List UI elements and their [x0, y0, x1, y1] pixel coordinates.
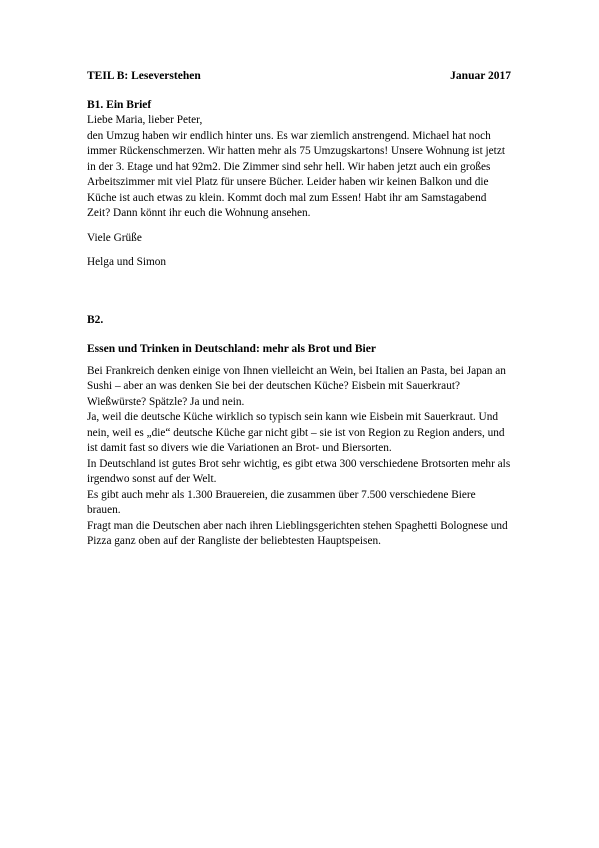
b2-paragraph: Bei Frankreich denken einige von Ihnen vielleicht an Wein, bei Italien an Pasta, bei Japan an Sushi – aber an was denken Sie bei der deutschen Küche? Eisbein mit Sauerkraut? Wießwürste? Spätzle? Ja und nein.: [87, 364, 506, 408]
letter-signature: Helga und Simon: [87, 256, 167, 268]
b2-subtitle: Essen und Trinken in Deutschland: mehr als Brot und Bier: [87, 342, 376, 355]
document-date: Januar 2017: [450, 70, 511, 82]
document-title: TEIL B: Leseverstehen: [87, 70, 201, 82]
section-b2: [87, 313, 511, 550]
document-header: [87, 69, 511, 84]
b2-paragraph: Fragt man die Deutschen aber nach ihren Lieblingsgerichten stehen Spaghetti Bolognese und Pizza ganz oben auf der Rangliste der beliebtesten Hauptspeisen.: [87, 519, 508, 547]
letter-body: den Umzug haben wir endlich hinter uns. Es war ziemlich anstrengend. Michael hat noch immer Rückenschmerzen. Wir hatten mehr als 75 Umzugskartons! Unsere Wohnung ist jetzt in der 3. Etage und hat 92m2. Die Zimmer sind sehr hell. Wir haben jetzt auch ein großes Arbeitszimmer mit viel Platz für unsere Bücher. Leider haben wir keinen Balkon und die Küche ist auch etwas zu klein. Kommt doch mal zum Essen! Habt ihr am Samstagabend Zeit? Dann könnt ihr euch die Wohnung ansehen.: [87, 129, 505, 219]
document-page: [87, 69, 511, 550]
letter-closing: Viele Grüße: [87, 231, 142, 244]
b1-heading: B1. Ein Brief: [87, 99, 152, 111]
b2-heading: B2.: [87, 313, 104, 326]
b2-paragraph: Es gibt auch mehr als 1.300 Brauereien, die zusammen über 7.500 verschiedene Biere brauen.: [87, 488, 476, 516]
b2-paragraph: In Deutschland ist gutes Brot sehr wichtig, es gibt etwa 300 verschiedene Brotsorten mehr als irgendwo sonst auf der Welt.: [87, 457, 511, 485]
section-b1: [87, 98, 511, 271]
letter-salutation: Liebe Maria, lieber Peter,: [87, 114, 203, 126]
b2-paragraph: Ja, weil die deutsche Küche wirklich so typisch sein kann wie Eisbein mit Sauerkraut. Und nein, weil es „die“ deutsche Küche gar nicht gibt – sie ist von Region zu Region anders, und ist damit fast so divers wie die Variationen an Brot- und Biersorten.: [87, 411, 505, 454]
